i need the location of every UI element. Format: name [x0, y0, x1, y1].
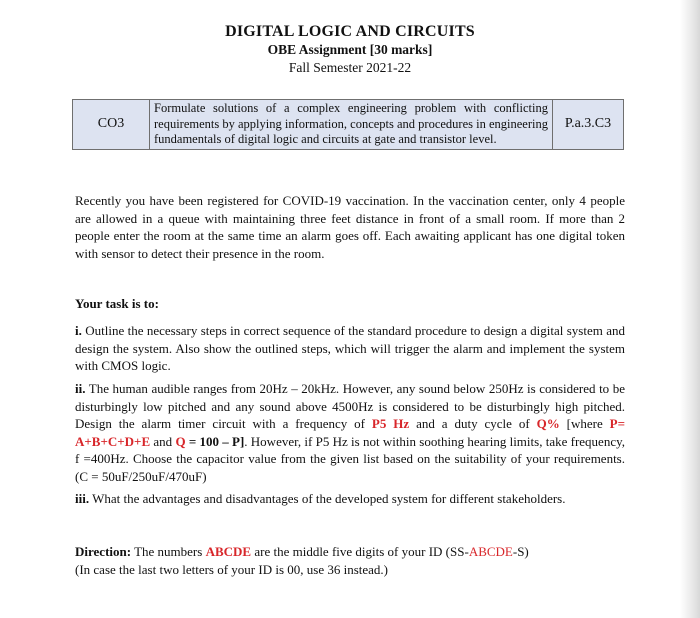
page-title: DIGITAL LOGIC AND CIRCUITS [225, 23, 475, 40]
intro-paragraph: Recently you have been registered for COVID-19 vaccination. In the vaccination center, only 4 people are allowed in a queue with maintaining three feet distance in front of a small room. If more than 2 people enter the room at the same time an alarm goes off. Each awaiting applicant has one digital token with sensor to detect their presence in the room. [75, 193, 625, 261]
duty-cycle-var: Q% [536, 416, 560, 431]
task-3-text: What the advantages and disadvantages of the developed system for different stakeholders. [89, 491, 566, 506]
task-1-text: Outline the necessary steps in correct sequence of the standard procedure to design a digital system and design the system. Also show the outlined steps, which will trigger the alarm and implement the system with CMOS logic. [75, 323, 625, 373]
p-var: P= [609, 416, 626, 431]
table-row [73, 100, 624, 150]
task-3-label: iii. [75, 491, 90, 506]
p-formula: A+B+C+D+E [75, 433, 151, 449]
task-2-text: [where [559, 416, 610, 431]
q-formula: = 100 – P] [185, 433, 245, 449]
co-description-cell: Formulate solutions of a complex engineering problem with conflicting requirements by applying information, concepts and procedures in engineering fundamentals of digital logic and circuits at gate and transistor level. [150, 100, 553, 150]
page-edge-shadow [680, 0, 700, 618]
course-outcome-table [72, 99, 624, 150]
direction-text: The numbers [131, 544, 206, 559]
task-2-label: ii. [75, 381, 86, 396]
task-item-1 [75, 322, 625, 375]
task-2-text: . However, if P5 Hz is not within soothing hearing limits, take frequency, f =400Hz. Choose the capacitor value from the given list based on the suitability of your requirements. (C = 50uF/250uF/470uF) [75, 433, 625, 484]
id-digits-var: ABCDE [205, 544, 252, 559]
id-digits-inline: ABCDE [468, 544, 513, 559]
direction-label: Direction: [75, 544, 132, 559]
pa-cell: P.a.3.C3 [553, 100, 624, 150]
task-2-text: and [150, 433, 176, 449]
direction-block [75, 543, 635, 578]
direction-note: (In case the last two letters of your ID is 00, use 36 instead.) [75, 561, 389, 577]
task-item-3 [75, 490, 625, 508]
assignment-subtitle: OBE Assignment [30 marks] [267, 42, 433, 57]
direction-text: -S) [512, 544, 529, 559]
semester-label: Fall Semester 2021-22 [288, 60, 412, 75]
direction-text: are the middle five digits of your ID (SS- [251, 544, 469, 559]
co-cell: CO3 [73, 100, 150, 150]
document-header [0, 22, 700, 77]
task-2-text: and a duty cycle of [409, 416, 537, 431]
task-1-label: i. [75, 323, 82, 338]
task-item-2 [75, 380, 625, 485]
q-var: Q [175, 433, 186, 449]
frequency-var: P5 Hz [371, 416, 410, 431]
task-heading: Your task is to: [75, 296, 159, 311]
task-2-text: The human audible ranges from 20Hz – 20kHz. However, any sound below 250Hz is considered to be disturbingly low pitched and any sound above 4500Hz is considered to be disturbingly high pitched. Design the alarm timer circuit with a frequency of [75, 381, 625, 431]
